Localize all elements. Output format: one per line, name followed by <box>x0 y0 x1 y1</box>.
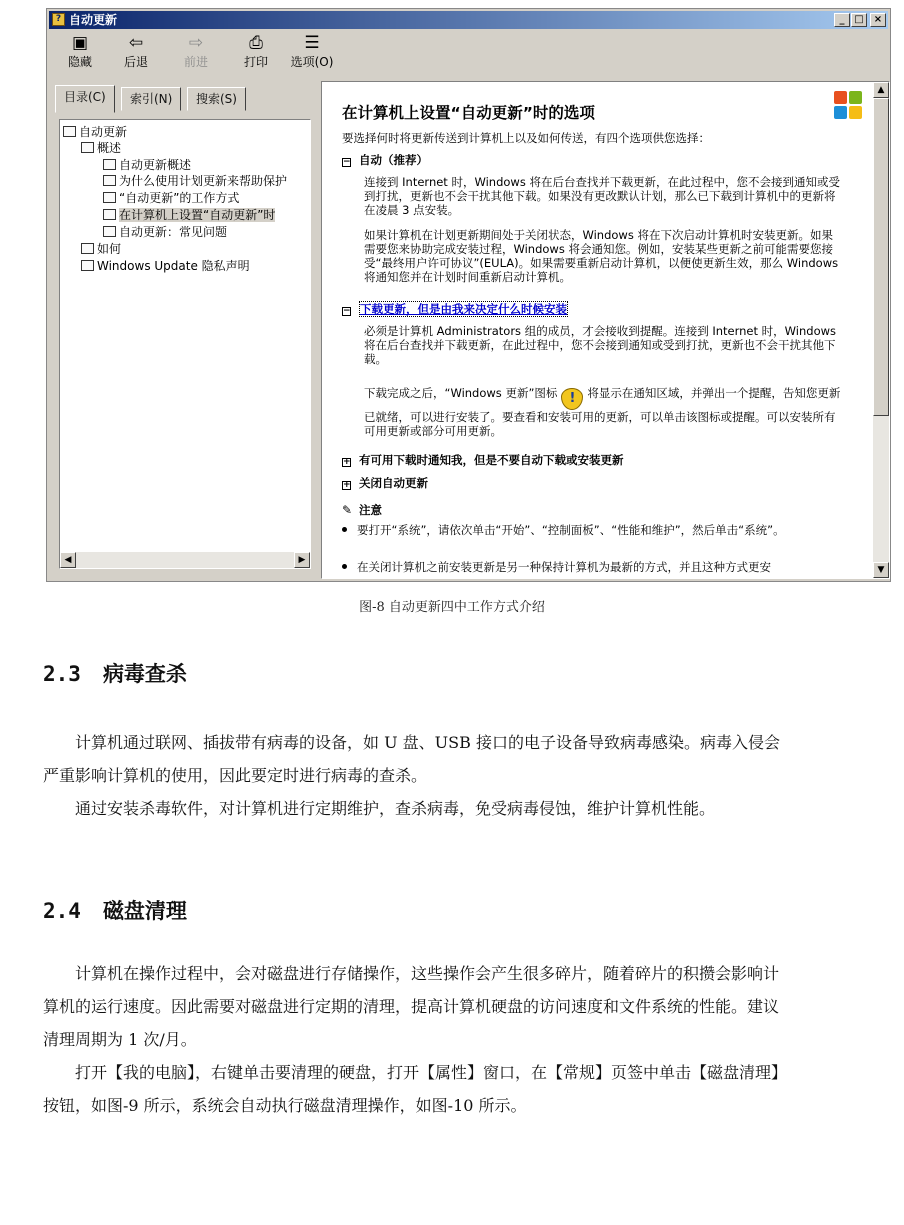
expand-icon: + <box>343 480 351 490</box>
windows-logo <box>833 90 863 120</box>
close-button[interactable]: × <box>870 13 886 27</box>
figure-caption: 图-8 自动更新四中工作方式介绍 <box>359 600 545 615</box>
window-title: 自动更新 <box>69 13 118 27</box>
scroll-down-icon[interactable]: ▼ <box>873 562 889 578</box>
bullet-icon <box>342 527 347 532</box>
section-download[interactable] <box>342 302 568 316</box>
tab-index[interactable]: 索引(N) <box>121 87 181 111</box>
title-bar[interactable] <box>49 11 888 29</box>
hide-button[interactable]: ▣ 隐藏 <box>51 33 109 70</box>
tree-item[interactable]: 为什么使用计划更新来帮助保护 <box>103 173 287 189</box>
download-paragraph-2: 下载完成之后，“Windows 更新”图标 ! 将显示在通知区域，并弹出一个提醒，告知您更新已就绪，可以进行安装了。要查看和安装可用的更新，可以单击该图标或提醒。可以安装所有可用更新或部分可用更新。 <box>364 386 841 438</box>
tree-item[interactable]: 自动更新 <box>63 124 127 140</box>
note-heading: ✎ 注意 <box>342 503 382 517</box>
contents-tree <box>59 119 311 569</box>
collapse-icon: − <box>343 157 351 167</box>
help-page-icon <box>103 192 116 203</box>
printer-icon: ⎙ <box>249 33 263 53</box>
section-2-3-body <box>43 726 788 825</box>
back-button[interactable]: ⇦ 后退 <box>107 33 165 70</box>
options-button[interactable]: ☰ 选项(O) <box>283 33 341 70</box>
tree-item[interactable]: 自动更新概述 <box>103 157 191 173</box>
book-open-icon <box>81 142 94 153</box>
help-page-icon <box>103 209 116 220</box>
tree-item[interactable]: 如何 <box>81 241 121 257</box>
help-page-icon <box>103 226 116 237</box>
navigation-pane <box>49 81 317 579</box>
help-page-icon <box>103 175 116 186</box>
auto-paragraph-2: 如果计算机在计划更新期间处于关闭状态，Windows 将在下次启动计算机时安装更新。如果需要您来协助完成安装过程，Windows 将会通知您。例如，安装某些更新之前可能需要您接受“最终用户许可协议”(EULA)。如果需要重新启动计算机，以便使更新生效，那么 Windows 将通知您并在计划时间重新启动计算机。 <box>364 228 839 284</box>
download-paragraph-1: 必须是计算机 Administrators 组的成员，才会接收到提醒。连接到 Internet 时，Windows 将在后台查找并下载更新，在此过程中，您不会接到通知或受到打扰，更新也不会干扰其他下载。 <box>364 324 837 366</box>
topic-intro: 要选择何时将更新传送到计算机上以及如何传送，有四个选项供您选择： <box>342 131 710 145</box>
forward-button[interactable]: ⇨ 前进 <box>167 33 225 70</box>
hide-icon: ▣ <box>71 33 89 53</box>
minimize-button[interactable]: _ <box>834 13 850 27</box>
tab-contents[interactable]: 目录(C) <box>55 85 115 113</box>
section-auto[interactable]: − 自动（推荐） <box>343 153 428 167</box>
vertical-scrollbar[interactable] <box>873 82 889 578</box>
auto-paragraph-1: 连接到 Internet 时，Windows 将在后台查找并下载更新，在此过程中，您不会接到通知或受到打扰，更新也不会干扰其他下载。如果没有更改默认计划，那么已下载到计算机中的更新将在凌晨 3 点安装。 <box>364 175 840 217</box>
help-page-icon <box>103 159 116 170</box>
book-open-icon <box>63 126 76 137</box>
expand-icon: + <box>343 457 351 467</box>
forward-arrow-icon: ⇨ <box>188 33 204 53</box>
help-icon: ? <box>52 13 65 26</box>
bullet-icon <box>342 564 347 569</box>
tree-item[interactable]: 概述 <box>81 140 121 156</box>
topic-pane <box>321 81 890 579</box>
paragraph: 计算机通过联网、插拔带有病毒的设备，如 U 盘、USB 接口的电子设备导致病毒感染。病毒入侵会严重影响计算机的使用，因此要定时进行病毒的查杀。 <box>43 733 780 785</box>
tree-item[interactable]: 自动更新：常见问题 <box>103 224 227 240</box>
note-item: 在关闭计算机之前安装更新是另一种保持计算机为最新的方式，并且这种方式更安 <box>342 560 832 574</box>
section-heading-2-3: 2.3 病毒查杀 <box>43 661 187 686</box>
paragraph: 打开【我的电脑】，右键单击要清理的硬盘，打开【属性】窗口，在【常规】页签中单击【磁盘清理】按钮，如图-9 所示，系统会自动执行磁盘清理操作，如图-10 所示。 <box>43 1063 788 1115</box>
book-closed-icon <box>81 243 94 254</box>
paragraph: 通过安装杀毒软件，对计算机进行定期维护，查杀病毒，免受病毒侵蚀，维护计算机性能。 <box>75 799 716 818</box>
scroll-up-icon[interactable]: ▲ <box>873 82 889 98</box>
help-window <box>46 8 891 582</box>
tab-search[interactable]: 搜索(S) <box>187 87 246 111</box>
tree-item[interactable]: Windows Update 隐私声明 <box>81 258 250 274</box>
book-closed-icon <box>81 260 94 271</box>
paragraph: 计算机在操作过程中，会对磁盘进行存储操作，这些操作会产生很多碎片，随着碎片的积攒会影响计算机的运行速度。因此需要对磁盘进行定期的清理，提高计算机硬盘的访问速度和文件系统的性能。建议清理周期为 1 次/月。 <box>43 964 780 1049</box>
tree-item-selected[interactable]: 在计算机上设置“自动更新”时 <box>103 207 275 223</box>
options-icon: ☰ <box>304 33 320 53</box>
section-2-4-body <box>43 957 788 1122</box>
topic-title: 在计算机上设置“自动更新”时的选项 <box>342 104 595 122</box>
print-button[interactable]: ⎙ 打印 <box>227 33 285 70</box>
note-item: 要打开“系统”，请依次单击“开始”、“控制面板”、“性能和维护”，然后单击“系统”。 <box>342 523 832 537</box>
scroll-left-icon[interactable]: ◀ <box>60 552 76 568</box>
scroll-right-icon[interactable]: ▶ <box>294 552 310 568</box>
maximize-button[interactable]: □ <box>851 13 867 27</box>
collapse-icon: − <box>343 306 351 316</box>
back-arrow-icon: ⇦ <box>128 33 144 53</box>
horizontal-scrollbar[interactable] <box>60 552 310 568</box>
note-pencil-icon: ✎ <box>342 503 353 517</box>
scroll-thumb[interactable] <box>873 98 889 416</box>
section-heading-2-4: 2.4 磁盘清理 <box>43 898 187 923</box>
tree-item[interactable]: “自动更新”的工作方式 <box>103 190 239 206</box>
download-link[interactable]: 下载更新，但是由我来决定什么时候安装 <box>360 302 567 316</box>
windows-update-shield-icon: ! <box>561 388 583 410</box>
toolbar <box>49 31 888 79</box>
section-turn-off[interactable]: + 关闭自动更新 <box>343 476 428 490</box>
section-notify[interactable]: + 有可用下载时通知我，但是不要自动下载或安装更新 <box>343 453 624 467</box>
